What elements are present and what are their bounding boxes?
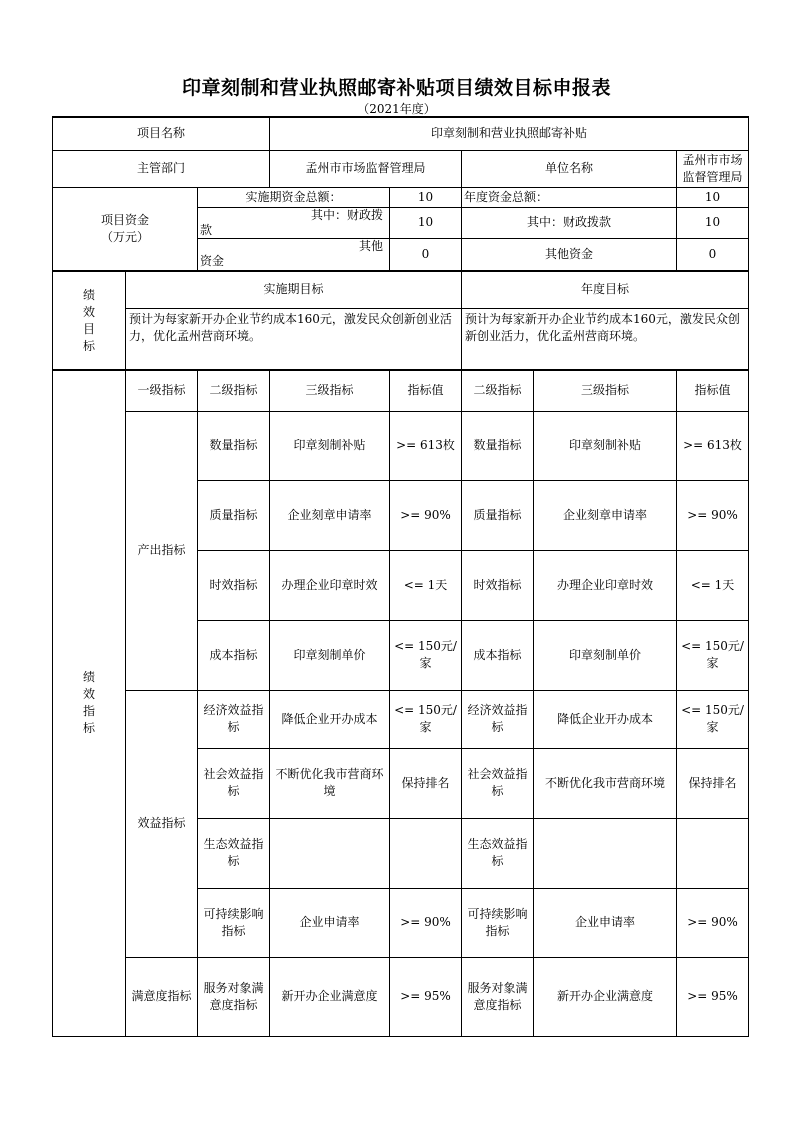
table-row-year-l3: 办理企业印章时效 (534, 550, 677, 620)
funds-label: 项目资金 （万元） (53, 187, 198, 271)
table-row-value: <= 150元/家 (390, 690, 462, 748)
year-other-value: 0 (677, 238, 749, 271)
year-total-value: 10 (677, 187, 749, 207)
table-row-year-l3: 降低企业开办成本 (534, 690, 677, 748)
header-value: 指标值 (390, 370, 462, 411)
table-row-l2: 可持续影响指标 (198, 888, 270, 957)
unit-label: 单位名称 (462, 150, 677, 187)
impl-fiscal-value: 10 (390, 207, 462, 238)
table-row-year-l2: 服务对象满意度指标 (462, 957, 534, 1036)
impl-goal-header: 实施期目标 (126, 271, 462, 308)
table-row-year-l3: 企业申请率 (534, 888, 677, 957)
table-row-l2: 生态效益指标 (198, 818, 270, 888)
table-row-value: >= 90% (390, 888, 462, 957)
table-row-l2: 成本指标 (198, 620, 270, 690)
table-row-l3: 降低企业开办成本 (270, 690, 390, 748)
impl-fiscal-label: 其中：财政拨 款 (198, 207, 390, 238)
table-row-value: >= 90% (390, 480, 462, 550)
table-row-value: >= 95% (390, 957, 462, 1036)
project-name-value: 印章刻制和营业执照邮寄补贴 (270, 117, 749, 150)
impl-total-value: 10 (390, 187, 462, 207)
header-year-value: 指标值 (677, 370, 749, 411)
goals-label: 绩 效 目 标 (53, 271, 126, 370)
table-row-l3: 新开办企业满意度 (270, 957, 390, 1036)
header-level1: 一级指标 (126, 370, 198, 411)
table-row-year-l2: 数量指标 (462, 411, 534, 480)
header-year-level3: 三级指标 (534, 370, 677, 411)
table-row-year-l2: 经济效益指标 (462, 690, 534, 748)
table-row-year-l2: 生态效益指标 (462, 818, 534, 888)
dept-label: 主管部门 (53, 150, 270, 187)
table-row-year-value (677, 818, 749, 888)
year-goal-text: 预计为每家新开办企业节约成本160元，激发民众创新创业活力，优化孟州营商环境。 (462, 308, 749, 370)
table-row-value: 保持排名 (390, 748, 462, 818)
header-level3: 三级指标 (270, 370, 390, 411)
table-row-value: >= 613枚 (390, 411, 462, 480)
table-row-year-value: <= 150元/家 (677, 620, 749, 690)
table-row-l2: 质量指标 (198, 480, 270, 550)
table-row-l3: 印章刻制单价 (270, 620, 390, 690)
unit-value: 孟州市市场监督管理局 (677, 150, 749, 187)
table-row-year-value: <= 1天 (677, 550, 749, 620)
table-row-year-l2: 成本指标 (462, 620, 534, 690)
header-year-level2: 二级指标 (462, 370, 534, 411)
indicators-label: 绩 效 指 标 (53, 370, 126, 1036)
table-row-year-l3: 企业刻章申请率 (534, 480, 677, 550)
header-level2: 二级指标 (198, 370, 270, 411)
page-title: 印章刻制和营业执照邮寄补贴项目绩效目标申报表 (181, 77, 611, 99)
table-row-year-l2: 可持续影响指标 (462, 888, 534, 957)
table-row-l2: 社会效益指标 (198, 748, 270, 818)
benefit-indicators-label: 效益指标 (126, 690, 198, 957)
output-indicators-label: 产出指标 (126, 411, 198, 690)
satisfaction-indicators-label: 满意度指标 (126, 957, 198, 1036)
dept-value: 孟州市市场监督管理局 (270, 150, 462, 187)
table-row-l3: 不断优化我市营商环境 (270, 748, 390, 818)
impl-other-label: 其他 资金 (198, 238, 390, 271)
table-row-year-l2: 社会效益指标 (462, 748, 534, 818)
table-row-l3 (270, 818, 390, 888)
table-row-l2: 数量指标 (198, 411, 270, 480)
table-row-l2: 时效指标 (198, 550, 270, 620)
table-row-year-l2: 质量指标 (462, 480, 534, 550)
table-row-year-value: 保持排名 (677, 748, 749, 818)
performance-goal-table (52, 116, 749, 1037)
table-row-l2: 经济效益指标 (198, 690, 270, 748)
year-fiscal-value: 10 (677, 207, 749, 238)
table-row-l2: 服务对象满意度指标 (198, 957, 270, 1036)
table-row-year-value: >= 90% (677, 888, 749, 957)
table-row-year-value: >= 95% (677, 957, 749, 1036)
table-row-value: <= 1天 (390, 550, 462, 620)
table-row-year-l3: 新开办企业满意度 (534, 957, 677, 1036)
impl-total-label: 实施期资金总额： (198, 187, 390, 207)
table-row-l3: 企业刻章申请率 (270, 480, 390, 550)
table-row-value: <= 150元/家 (390, 620, 462, 690)
table-row-year-value: >= 613枚 (677, 411, 749, 480)
table-row-year-l3: 印章刻制补贴 (534, 411, 677, 480)
table-row-year-l3: 不断优化我市营商环境 (534, 748, 677, 818)
project-name-label: 项目名称 (53, 117, 270, 150)
table-row-value (390, 818, 462, 888)
table-row-l3: 印章刻制补贴 (270, 411, 390, 480)
table-row-l3: 办理企业印章时效 (270, 550, 390, 620)
year-other-label: 其他资金 (462, 238, 677, 271)
table-row-year-value: <= 150元/家 (677, 690, 749, 748)
table-row-year-l3 (534, 818, 677, 888)
table-row-year-l3: 印章刻制单价 (534, 620, 677, 690)
impl-goal-text: 预计为每家新开办企业节约成本160元，激发民众创新创业活力，优化孟州营商环境。 (126, 308, 462, 370)
impl-other-value: 0 (390, 238, 462, 271)
table-row-l3: 企业申请率 (270, 888, 390, 957)
year-total-label: 年度资金总额： (462, 187, 677, 207)
year-fiscal-label: 其中：财政拨款 (462, 207, 677, 238)
table-row-year-value: >= 90% (677, 480, 749, 550)
table-row-year-l2: 时效指标 (462, 550, 534, 620)
page-subtitle: （2021年度） (357, 102, 436, 116)
year-goal-header: 年度目标 (462, 271, 749, 308)
